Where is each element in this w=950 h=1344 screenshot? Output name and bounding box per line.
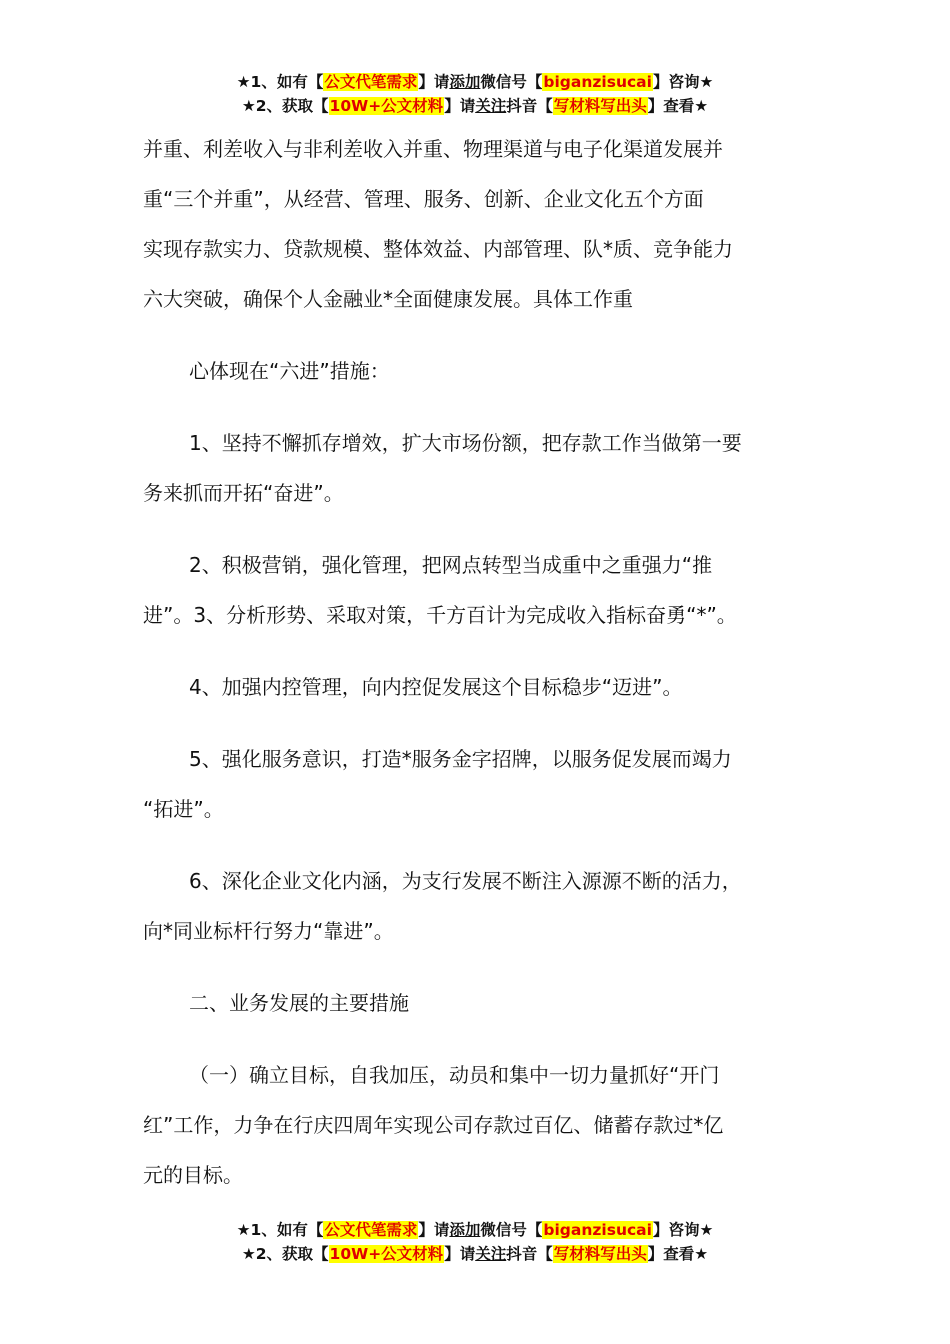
text-line: 心体现在“六进”措施： xyxy=(189,359,390,383)
header-banner-line-2 xyxy=(0,94,950,118)
banner-highlight: 10W+公文材料 xyxy=(329,97,444,115)
text-line: 向*同业标杆行努力“靠进”。 xyxy=(143,919,394,943)
banner-text: ★1、如有【 xyxy=(236,73,324,91)
banner-text: ★1、如有【 xyxy=(236,1221,324,1239)
banner-text: 】请 xyxy=(444,97,476,115)
banner-text: 】咨询★ xyxy=(652,1221,714,1239)
banner-underlined-text: 添加 xyxy=(449,73,481,91)
paragraph xyxy=(143,734,818,834)
paragraph-gap xyxy=(143,396,818,418)
banner-highlight: 公文代笔需求 xyxy=(324,1221,418,1239)
banner-text: 微信号【 xyxy=(480,1221,543,1239)
paragraph-gap xyxy=(143,712,818,734)
text-line: 红”工作，力争在行庆四周年实现公司存款过百亿、储蓄存款过*亿 xyxy=(143,1113,724,1137)
footer-banner-line-2 xyxy=(0,1242,950,1266)
banner-underlined-text: 添加 xyxy=(449,1221,481,1239)
banner-text: ★2、获取【 xyxy=(241,1245,329,1263)
banner-text: ★2、获取【 xyxy=(241,97,329,115)
paragraph xyxy=(143,856,818,956)
text-line: 进”。3、分析形势、采取对策，千方百计为完成收入指标奋勇“*”。 xyxy=(143,603,737,627)
banner-text: 】咨询★ xyxy=(652,73,714,91)
banner-underlined-text: 关注 xyxy=(475,1245,507,1263)
banner-underlined-text: 关注 xyxy=(475,97,507,115)
paragraph-gap xyxy=(143,640,818,662)
text-line: 5、强化服务意识，打造*服务金字招牌，以服务促发展而竭力 xyxy=(189,747,732,771)
text-line: 2、积极营销，强化管理，把网点转型当成重中之重强力“推 xyxy=(189,553,713,577)
paragraph-gap xyxy=(143,1028,818,1050)
banner-text: 】查看★ xyxy=(647,1245,709,1263)
paragraph xyxy=(143,1050,818,1200)
text-line: 6、深化企业文化内涵，为支行发展不断注入源源不断的活力， xyxy=(189,869,742,893)
banner-text: 】请 xyxy=(418,1221,450,1239)
header-banner-line-1 xyxy=(0,70,950,94)
text-line: “拓进”。 xyxy=(143,797,224,821)
text-line: （一）确立目标，自我加压，动员和集中一切力量抓好“开门 xyxy=(189,1063,720,1087)
paragraph xyxy=(143,124,818,324)
paragraph xyxy=(143,346,818,396)
banner-text: 微信号【 xyxy=(480,73,543,91)
banner-highlight: biganzisucai xyxy=(543,1221,652,1239)
banner-highlight: 写材料写出头 xyxy=(553,1245,647,1263)
paragraph-gap xyxy=(143,324,818,346)
banner-text: 抖音【 xyxy=(506,1245,553,1263)
paragraph-gap xyxy=(143,956,818,978)
banner-highlight: 公文代笔需求 xyxy=(324,73,418,91)
text-line: 六大突破，确保个人金融业*全面健康发展。具体工作重 xyxy=(143,287,633,311)
banner-highlight: 写材料写出头 xyxy=(553,97,647,115)
banner-text: 抖音【 xyxy=(506,97,553,115)
paragraph xyxy=(143,418,818,518)
banner-highlight: biganzisucai xyxy=(543,73,652,91)
text-line: 元的目标。 xyxy=(143,1163,243,1187)
banner-text: 】请 xyxy=(418,73,450,91)
document-body xyxy=(143,124,818,1200)
paragraph-gap xyxy=(143,518,818,540)
paragraph xyxy=(143,662,818,712)
section-heading xyxy=(143,978,818,1028)
text-line: 并重、利差收入与非利差收入并重、物理渠道与电子化渠道发展并 xyxy=(143,137,723,161)
banner-text: 】请 xyxy=(444,1245,476,1263)
text-line: 务来抓而开拓“奋进”。 xyxy=(143,481,344,505)
banner-highlight: 10W+公文材料 xyxy=(329,1245,444,1263)
footer-banner xyxy=(0,1218,950,1266)
text-line: 重“三个并重”，从经营、管理、服务、创新、企业文化五个方面 xyxy=(143,187,704,211)
paragraph xyxy=(143,540,818,640)
banner-text: 】查看★ xyxy=(647,97,709,115)
footer-banner-line-1 xyxy=(0,1218,950,1242)
text-line: 1、坚持不懈抓存增效，扩大市场份额，把存款工作当做第一要 xyxy=(189,431,742,455)
text-line: 二、业务发展的主要措施 xyxy=(189,991,409,1015)
paragraph-gap xyxy=(143,834,818,856)
header-banner xyxy=(0,70,950,118)
text-line: 实现存款实力、贷款规模、整体效益、内部管理、队*质、竞争能力 xyxy=(143,237,733,261)
text-line: 4、加强内控管理，向内控促发展这个目标稳步“迈进”。 xyxy=(189,675,683,699)
